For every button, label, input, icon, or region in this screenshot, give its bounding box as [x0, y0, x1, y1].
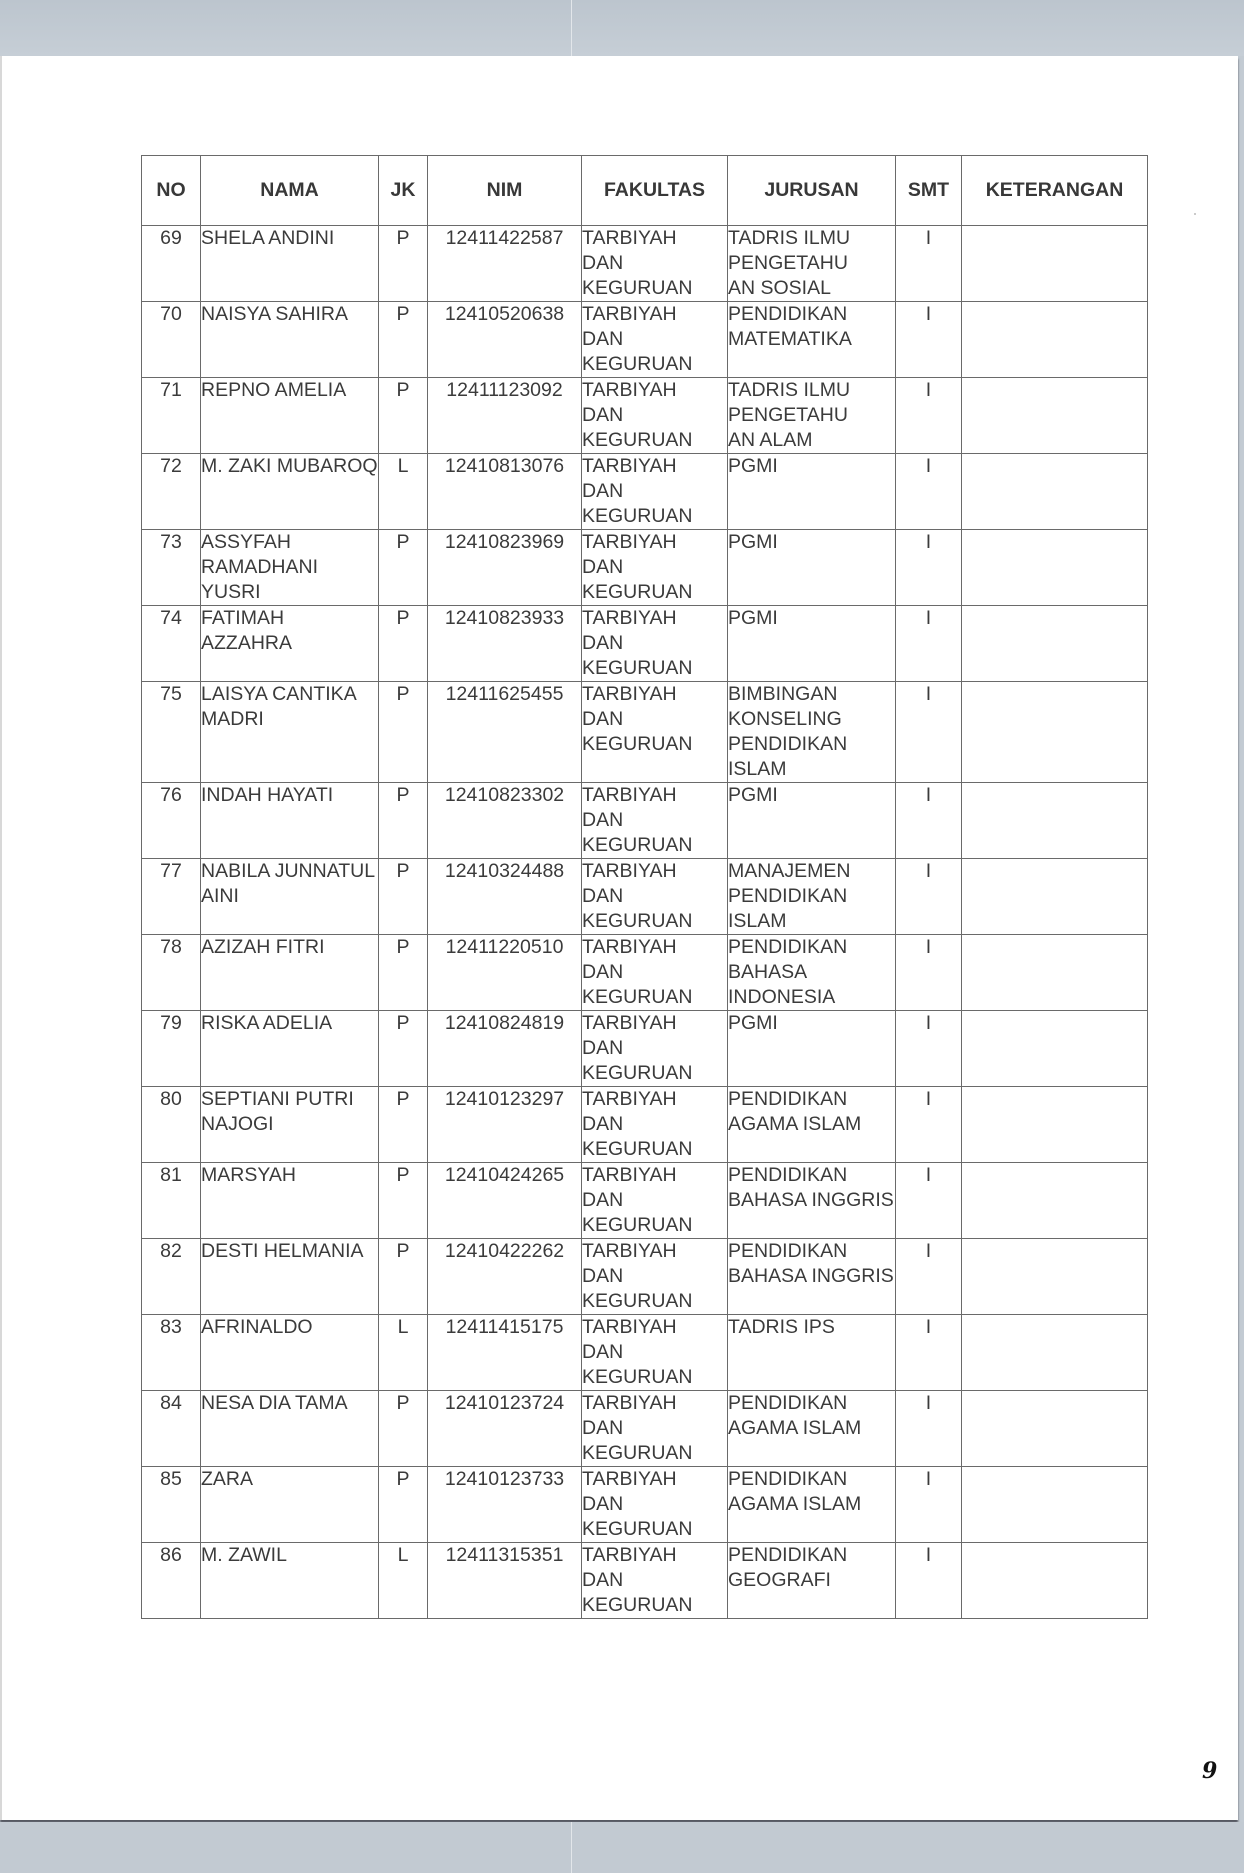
- cell-nim: 12410823302: [428, 783, 582, 859]
- header-fakultas: FAKULTAS: [582, 156, 728, 226]
- cell-keterangan: [962, 302, 1148, 378]
- table-row: [142, 1543, 1148, 1619]
- cell-smt: I: [896, 378, 962, 454]
- cell-keterangan: [962, 226, 1148, 302]
- cell-keterangan: [962, 935, 1148, 1011]
- cell-smt: I: [896, 1163, 962, 1239]
- cell-nim: 12411415175: [428, 1315, 582, 1391]
- table-body: [142, 226, 1148, 1619]
- cell-keterangan: [962, 378, 1148, 454]
- cell-no: 75: [142, 682, 201, 783]
- cell-nim: 12411220510: [428, 935, 582, 1011]
- cell-nama: AZIZAH FITRI: [201, 935, 379, 1011]
- cell-nama: NABILA JUNNATUL AINI: [201, 859, 379, 935]
- table-row: [142, 935, 1148, 1011]
- cell-jurusan: TADRIS ILMU PENGETAHU AN SOSIAL: [728, 226, 896, 302]
- table-row: [142, 378, 1148, 454]
- cell-keterangan: [962, 454, 1148, 530]
- cell-jk: P: [379, 1087, 428, 1163]
- header-no: NO: [142, 156, 201, 226]
- cell-nama: SHELA ANDINI: [201, 226, 379, 302]
- cell-jurusan: PENDIDIKAN BAHASA INDONESIA: [728, 935, 896, 1011]
- cell-no: 71: [142, 378, 201, 454]
- cell-nim: 12410324488: [428, 859, 582, 935]
- cell-nama: RISKA ADELIA: [201, 1011, 379, 1087]
- cell-jurusan: PENDIDIKAN GEOGRAFI: [728, 1543, 896, 1619]
- cell-fakultas: TARBIYAH DAN KEGURUAN: [582, 783, 728, 859]
- cell-nim: 12410824819: [428, 1011, 582, 1087]
- cell-smt: I: [896, 859, 962, 935]
- cell-jurusan: PGMI: [728, 454, 896, 530]
- cell-smt: I: [896, 682, 962, 783]
- scanner-top-margin: [0, 0, 1244, 56]
- cell-fakultas: TARBIYAH DAN KEGURUAN: [582, 226, 728, 302]
- cell-jk: P: [379, 1391, 428, 1467]
- cell-no: 81: [142, 1163, 201, 1239]
- header-keterangan: KETERANGAN: [962, 156, 1148, 226]
- cell-smt: I: [896, 454, 962, 530]
- cell-no: 85: [142, 1467, 201, 1543]
- cell-no: 73: [142, 530, 201, 606]
- cell-keterangan: [962, 606, 1148, 682]
- cell-keterangan: [962, 1543, 1148, 1619]
- cell-nim: 12410520638: [428, 302, 582, 378]
- cell-fakultas: TARBIYAH DAN KEGURUAN: [582, 1163, 728, 1239]
- cell-jk: L: [379, 1315, 428, 1391]
- table-row: [142, 606, 1148, 682]
- cell-jk: P: [379, 1239, 428, 1315]
- table-row: [142, 1163, 1148, 1239]
- cell-nim: 12410422262: [428, 1239, 582, 1315]
- cell-nama: ZARA: [201, 1467, 379, 1543]
- cell-fakultas: TARBIYAH DAN KEGURUAN: [582, 859, 728, 935]
- cell-jurusan: PENDIDIKAN MATEMATIKA: [728, 302, 896, 378]
- cell-fakultas: TARBIYAH DAN KEGURUAN: [582, 1543, 728, 1619]
- table-row: [142, 530, 1148, 606]
- header-jk: JK: [379, 156, 428, 226]
- cell-smt: I: [896, 935, 962, 1011]
- cell-no: 72: [142, 454, 201, 530]
- cell-fakultas: TARBIYAH DAN KEGURUAN: [582, 1087, 728, 1163]
- cell-smt: I: [896, 606, 962, 682]
- cell-smt: I: [896, 302, 962, 378]
- scanner-bottom-margin: [0, 1822, 1244, 1873]
- page-number: 9: [1202, 1758, 1218, 1784]
- cell-no: 70: [142, 302, 201, 378]
- cell-nama: NAISYA SAHIRA: [201, 302, 379, 378]
- table-row: [142, 682, 1148, 783]
- cell-nim: 12410123297: [428, 1087, 582, 1163]
- header-nim: NIM: [428, 156, 582, 226]
- cell-no: 86: [142, 1543, 201, 1619]
- cell-jurusan: PGMI: [728, 606, 896, 682]
- cell-jk: P: [379, 302, 428, 378]
- cell-no: 84: [142, 1391, 201, 1467]
- cell-nama: ASSYFAH RAMADHANI YUSRI: [201, 530, 379, 606]
- cell-keterangan: [962, 783, 1148, 859]
- header-nama: NAMA: [201, 156, 379, 226]
- cell-jurusan: TADRIS ILMU PENGETAHU AN ALAM: [728, 378, 896, 454]
- cell-jk: L: [379, 1543, 428, 1619]
- cell-jurusan: PENDIDIKAN AGAMA ISLAM: [728, 1087, 896, 1163]
- cell-nama: FATIMAH AZZAHRA: [201, 606, 379, 682]
- scan-speck: [1194, 213, 1196, 215]
- cell-smt: I: [896, 1543, 962, 1619]
- cell-smt: I: [896, 1315, 962, 1391]
- cell-nim: 12411422587: [428, 226, 582, 302]
- cell-no: 69: [142, 226, 201, 302]
- cell-nim: 12410424265: [428, 1163, 582, 1239]
- cell-nama: AFRINALDO: [201, 1315, 379, 1391]
- cell-keterangan: [962, 530, 1148, 606]
- cell-keterangan: [962, 1087, 1148, 1163]
- table-row: [142, 1011, 1148, 1087]
- cell-fakultas: TARBIYAH DAN KEGURUAN: [582, 1011, 728, 1087]
- cell-jurusan: PENDIDIKAN AGAMA ISLAM: [728, 1391, 896, 1467]
- table-row: [142, 1315, 1148, 1391]
- cell-nim: 12410813076: [428, 454, 582, 530]
- scan-seam: [571, 0, 572, 56]
- cell-nama: MARSYAH: [201, 1163, 379, 1239]
- cell-no: 83: [142, 1315, 201, 1391]
- cell-nim: 12410823933: [428, 606, 582, 682]
- cell-jk: P: [379, 935, 428, 1011]
- cell-jurusan: PENDIDIKAN AGAMA ISLAM: [728, 1467, 896, 1543]
- cell-fakultas: TARBIYAH DAN KEGURUAN: [582, 935, 728, 1011]
- scan-seam: [571, 1822, 572, 1873]
- cell-keterangan: [962, 1239, 1148, 1315]
- cell-jk: P: [379, 859, 428, 935]
- cell-jk: P: [379, 1163, 428, 1239]
- cell-keterangan: [962, 1391, 1148, 1467]
- cell-nim: 12411315351: [428, 1543, 582, 1619]
- cell-nama: NESA DIA TAMA: [201, 1391, 379, 1467]
- header-jurusan: JURUSAN: [728, 156, 896, 226]
- cell-fakultas: TARBIYAH DAN KEGURUAN: [582, 682, 728, 783]
- table-row: [142, 1467, 1148, 1543]
- cell-jk: P: [379, 783, 428, 859]
- cell-no: 80: [142, 1087, 201, 1163]
- cell-smt: I: [896, 1011, 962, 1087]
- cell-keterangan: [962, 859, 1148, 935]
- cell-fakultas: TARBIYAH DAN KEGURUAN: [582, 606, 728, 682]
- table-row: [142, 1391, 1148, 1467]
- cell-no: 78: [142, 935, 201, 1011]
- cell-jk: P: [379, 1011, 428, 1087]
- cell-nama: DESTI HELMANIA: [201, 1239, 379, 1315]
- cell-fakultas: TARBIYAH DAN KEGURUAN: [582, 1391, 728, 1467]
- cell-nama: REPNO AMELIA: [201, 378, 379, 454]
- cell-nama: M. ZAKI MUBAROQ: [201, 454, 379, 530]
- cell-jurusan: PGMI: [728, 1011, 896, 1087]
- cell-jk: P: [379, 606, 428, 682]
- cell-jurusan: PENDIDIKAN BAHASA INGGRIS: [728, 1239, 896, 1315]
- table-row: [142, 454, 1148, 530]
- header-smt: SMT: [896, 156, 962, 226]
- cell-fakultas: TARBIYAH DAN KEGURUAN: [582, 1239, 728, 1315]
- table-row: [142, 859, 1148, 935]
- cell-keterangan: [962, 1011, 1148, 1087]
- cell-nama: LAISYA CANTIKA MADRI: [201, 682, 379, 783]
- cell-jurusan: TADRIS IPS: [728, 1315, 896, 1391]
- table-row: [142, 1087, 1148, 1163]
- cell-jurusan: PGMI: [728, 783, 896, 859]
- cell-no: 77: [142, 859, 201, 935]
- table-header-row: [142, 156, 1148, 226]
- cell-jk: P: [379, 682, 428, 783]
- cell-nama: INDAH HAYATI: [201, 783, 379, 859]
- table-row: [142, 1239, 1148, 1315]
- cell-nim: 12410123724: [428, 1391, 582, 1467]
- cell-smt: I: [896, 783, 962, 859]
- cell-fakultas: TARBIYAH DAN KEGURUAN: [582, 454, 728, 530]
- cell-keterangan: [962, 1467, 1148, 1543]
- cell-nim: 12411123092: [428, 378, 582, 454]
- cell-nim: 12410823969: [428, 530, 582, 606]
- cell-smt: I: [896, 1391, 962, 1467]
- cell-no: 82: [142, 1239, 201, 1315]
- cell-smt: I: [896, 1087, 962, 1163]
- cell-jk: P: [379, 1467, 428, 1543]
- student-roster-table: [141, 155, 1148, 1619]
- cell-smt: I: [896, 226, 962, 302]
- cell-nim: 12410123733: [428, 1467, 582, 1543]
- cell-no: 74: [142, 606, 201, 682]
- cell-fakultas: TARBIYAH DAN KEGURUAN: [582, 378, 728, 454]
- cell-fakultas: TARBIYAH DAN KEGURUAN: [582, 302, 728, 378]
- cell-jurusan: PENDIDIKAN BAHASA INGGRIS: [728, 1163, 896, 1239]
- cell-keterangan: [962, 1315, 1148, 1391]
- cell-jurusan: PGMI: [728, 530, 896, 606]
- table-row: [142, 226, 1148, 302]
- cell-jk: P: [379, 226, 428, 302]
- cell-fakultas: TARBIYAH DAN KEGURUAN: [582, 530, 728, 606]
- cell-no: 76: [142, 783, 201, 859]
- cell-keterangan: [962, 682, 1148, 783]
- cell-fakultas: TARBIYAH DAN KEGURUAN: [582, 1315, 728, 1391]
- cell-fakultas: TARBIYAH DAN KEGURUAN: [582, 1467, 728, 1543]
- cell-jurusan: MANAJEMEN PENDIDIKAN ISLAM: [728, 859, 896, 935]
- cell-jk: P: [379, 378, 428, 454]
- cell-jk: P: [379, 530, 428, 606]
- table-row: [142, 302, 1148, 378]
- cell-jurusan: BIMBINGAN KONSELING PENDIDIKAN ISLAM: [728, 682, 896, 783]
- cell-no: 79: [142, 1011, 201, 1087]
- cell-keterangan: [962, 1163, 1148, 1239]
- cell-jk: L: [379, 454, 428, 530]
- cell-nim: 12411625455: [428, 682, 582, 783]
- table-row: [142, 783, 1148, 859]
- cell-nama: SEPTIANI PUTRI NAJOGI: [201, 1087, 379, 1163]
- cell-smt: I: [896, 1467, 962, 1543]
- cell-smt: I: [896, 1239, 962, 1315]
- cell-nama: M. ZAWIL: [201, 1543, 379, 1619]
- cell-smt: I: [896, 530, 962, 606]
